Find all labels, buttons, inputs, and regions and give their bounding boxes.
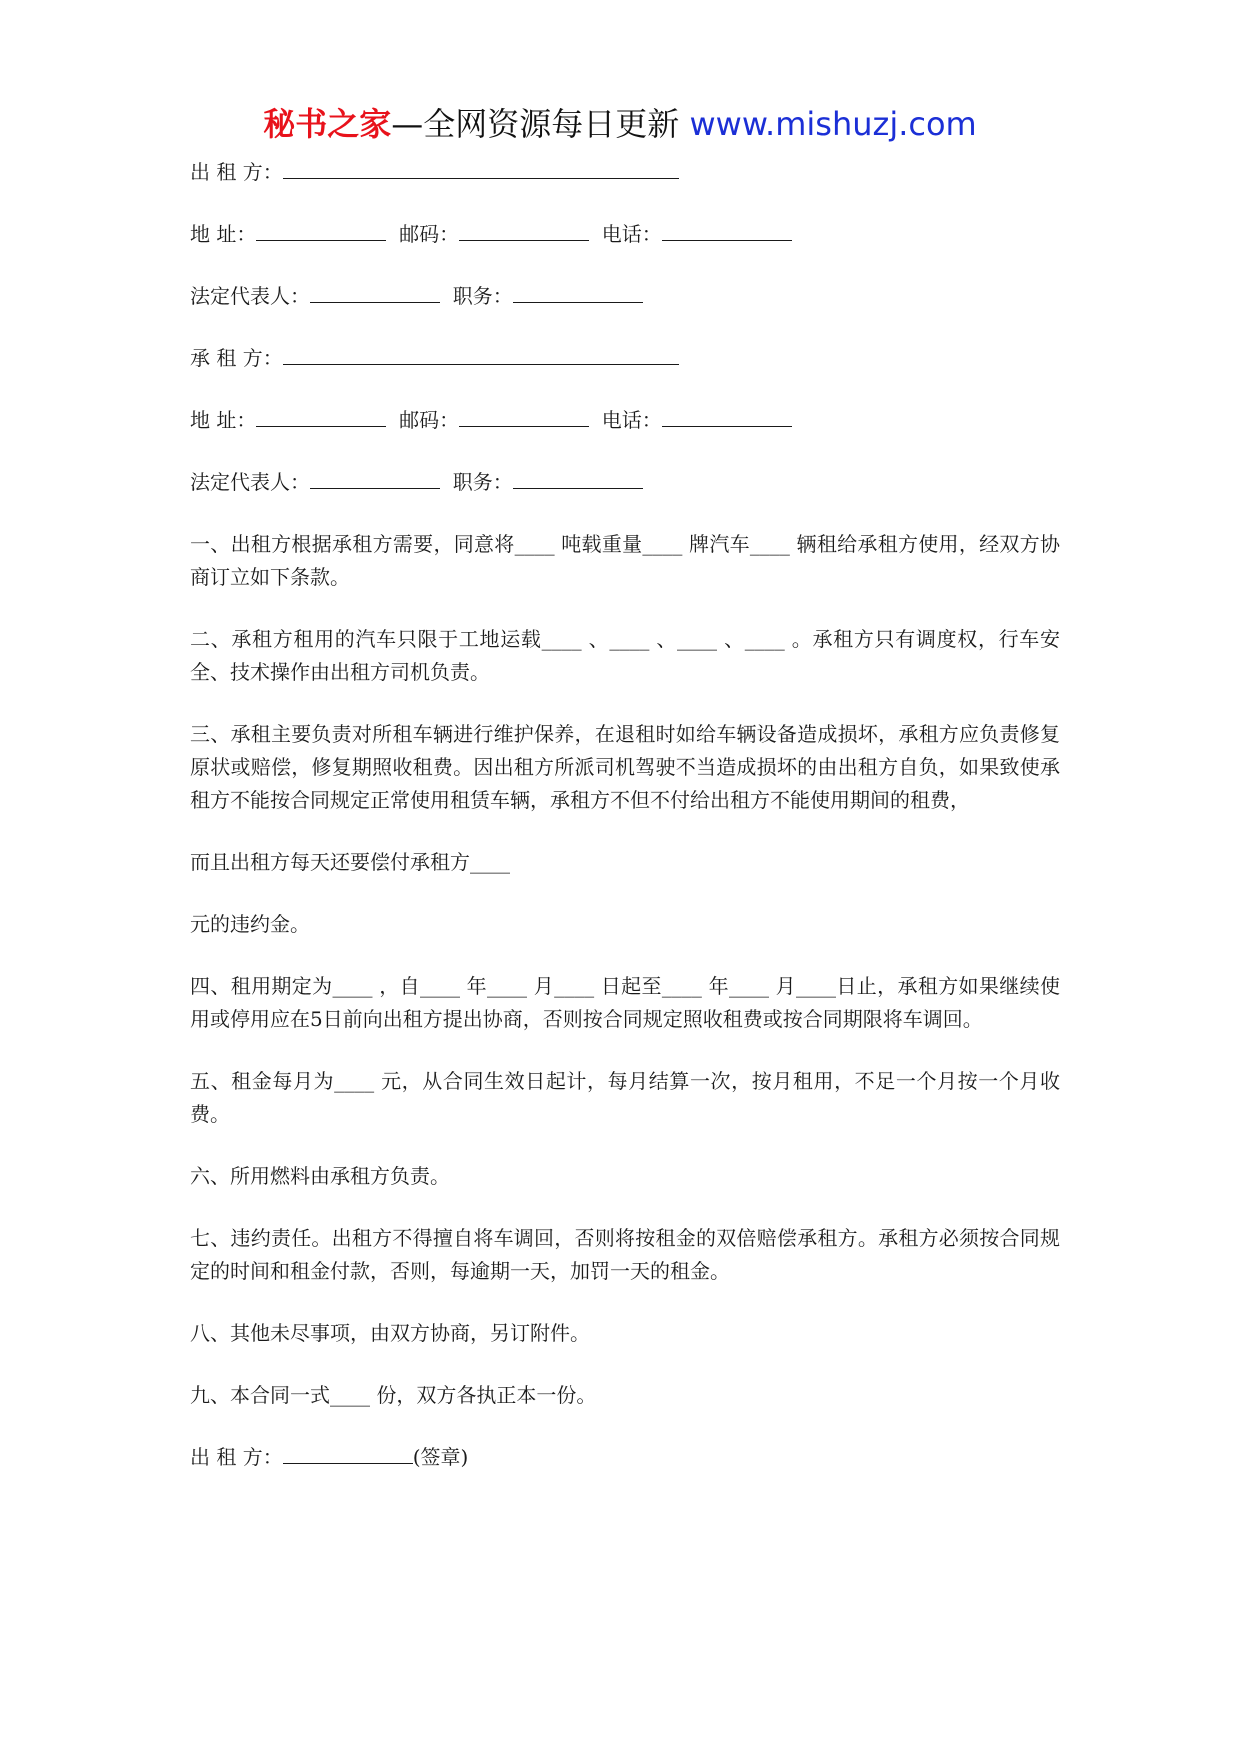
clause-7: 七、违约责任。出租方不得擅自将车调回，否则将按租金的双倍赔偿承租方。承租方必须按合同规定的时间和租金付款，否则，每逾期一天，加罚一天的租金。 [190, 1226, 1060, 1283]
lessor-label: 出 租 方： [190, 160, 283, 184]
brand-name: 秘书之家 [263, 105, 392, 143]
clause-1: 一、出租方根据承租方需要，同意将____ 吨载重量____ 牌汽车____ 辆租给承租方使用，经双方协商订立如下条款。 [190, 532, 1060, 589]
lessor-name-blank [283, 156, 679, 179]
lessee-phone-blank [662, 404, 792, 427]
clause-3-continued: 而且出租方每天还要偿付承租方____ [190, 850, 510, 874]
clause-3: 三、承租主要负责对所租车辆进行维护保养，在退租时如给车辆设备造成损坏，承租方应负责修复原状或赔偿，修复期照收租费。因出租方所派司机驾驶不当造成损坏的由出租方自负，如果致使承租方不能按合同规定正常使用租赁车辆，承租方不但不付给出租方不能使用期间的租费， [190, 722, 1060, 812]
contract-body [190, 156, 1060, 1503]
clause-2: 二、承租方租用的汽车只限于工地运载____ 、____ 、____ 、____ 。承租方只有调度权，行车安全、技术操作由出租方司机负责。 [190, 627, 1060, 684]
lessee-rep-label: 法定代表人： [190, 470, 310, 494]
lessee-phone-label: 电话： [601, 408, 662, 432]
lessee-title-label: 职务： [452, 470, 513, 494]
clause-9: 九、本合同一式____ 份，双方各执正本一份。 [190, 1383, 597, 1407]
lessor-zip-blank [459, 218, 589, 241]
header-url-link[interactable]: www.mishuzj.com [689, 105, 977, 143]
signature-line [190, 1441, 1060, 1474]
clause-4: 四、租用期定为____ ，自____ 年____ 月____ 日起至____ 年____ 月____日止，承租方如果继续使用或停用应在5日前向出租方提出协商，否则按合同规定照收租费或按合同期限将车调回。 [190, 974, 1060, 1031]
lessor-phone-blank [662, 218, 792, 241]
lessee-label: 承 租 方： [190, 346, 283, 370]
lessee-title-blank [513, 466, 643, 489]
lessor-rep-line [190, 280, 1060, 313]
lessee-zip-label: 邮码： [399, 408, 460, 432]
lessee-name-line [190, 342, 1060, 375]
lessor-title-label: 职务： [452, 284, 513, 308]
signature-seal: (签章) [412, 1445, 469, 1469]
clause-8: 八、其他未尽事项，由双方协商，另订附件。 [190, 1321, 590, 1345]
lessor-zip-label: 邮码： [399, 222, 460, 246]
lessor-name-line [190, 156, 1060, 189]
lessor-address-line [190, 218, 1060, 251]
lessor-rep-label: 法定代表人： [190, 284, 310, 308]
lessor-address-label: 地 址： [190, 222, 257, 246]
lessee-address-label: 地 址： [190, 408, 257, 432]
lessee-rep-line [190, 466, 1060, 499]
lessee-address-line [190, 404, 1060, 437]
clause-5: 五、租金每月为____ 元，从合同生效日起计，每月结算一次，按月租用，不足一个月按一个月收费。 [190, 1069, 1060, 1126]
clause-3-penalty: 元的违约金。 [190, 912, 310, 936]
page-header [0, 102, 1240, 146]
lessor-phone-label: 电话： [601, 222, 662, 246]
lessor-title-blank [513, 280, 643, 303]
signature-blank [283, 1441, 413, 1464]
lessee-name-blank [283, 342, 679, 365]
lessor-rep-blank [310, 280, 440, 303]
lessor-address-blank [256, 218, 386, 241]
lessee-zip-blank [459, 404, 589, 427]
lessee-address-blank [256, 404, 386, 427]
lessee-rep-blank [310, 466, 440, 489]
header-tagline: —全网资源每日更新 [391, 105, 690, 143]
signature-label: 出 租 方： [190, 1445, 283, 1469]
clause-6: 六、所用燃料由承租方负责。 [190, 1164, 450, 1188]
